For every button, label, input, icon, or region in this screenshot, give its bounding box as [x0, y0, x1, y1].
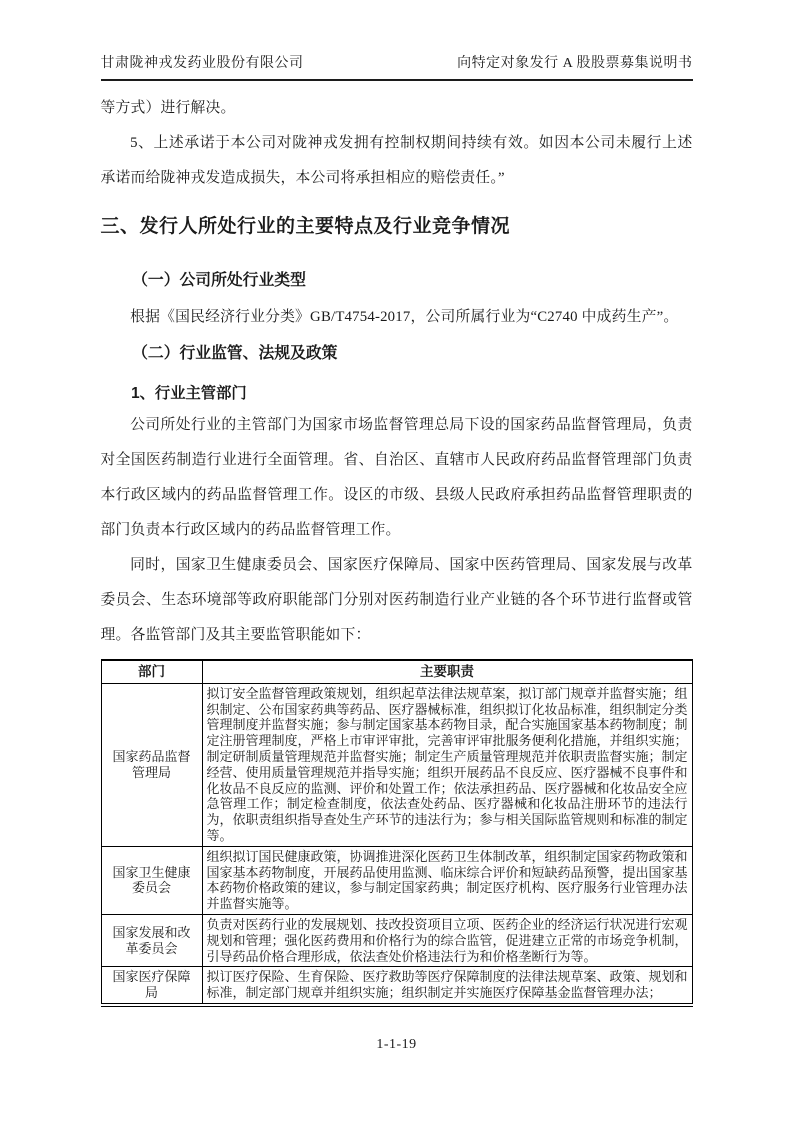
- table-row: [101, 683, 692, 846]
- column-header-duty: 主要职责: [202, 660, 692, 683]
- subsection-heading-regulation: （二）行业监管、法规及政策: [132, 345, 338, 362]
- header-company-name: 甘肃陇神戎发药业股份有限公司: [100, 56, 304, 71]
- duty-cell: 负责对医药行业的发展规划、技改投资项目立项、医药企业的经济运行状况进行宏观规划和管理；强化医药费用和价格行为的综合监管，促进建立正常的市场竞争机制，引导药品价格合理形成，依法查处价格违法行为和价格垄断行为等。: [202, 914, 692, 966]
- column-header-department: 部门: [101, 660, 202, 683]
- table-header-row: [101, 660, 692, 683]
- regulators-table-body: [101, 683, 692, 1005]
- paragraph-industry-classification: 根据《国民经济行业分类》GB/T4754-2017，公司所属行业为“C2740 中成药生产”。: [130, 309, 679, 325]
- department-cell: 国家药品监督管理局: [101, 683, 202, 846]
- duty-cell: 拟订安全监督管理政策规划，组织起草法律法规草案，拟订部门规章并监督实施；组织制定、公布国家药典等药品、医疗器械标准，组织拟订化妆品标准，组织制定分类管理制度并监督实施；参与制定国家基本药物目录，配合实施国家基本药物制度；制定注册管理制度，严格上市审评审批，完善审评审批服务便利化措施，并组织实施；制定研制质量管理规范并监督实施；制定生产质量管理规范并依职责监督实施；制定经营、使用质量管理规范并指导实施；组织开展药品不良反应、医疗器械不良事件和化妆品不良反应的监测、评价和处置工作；依法承担药品、医疗器械和化妆品安全应急管理工作；制定检查制度，依法查处药品、医疗器械和化妆品注册环节的违法行为，依职责组织指导查处生产环节的违法行为；参与相关国际监管规则和标准的制定等。: [202, 683, 692, 846]
- duty-cell: 组织拟订国民健康政策，协调推进深化医药卫生体制改革，组织制定国家药物政策和国家基本药物制度，开展药品使用监测、临床综合评价和短缺药品预警，提出国家基本药物价格政策的建议，参与制定国家药典；制定医疗机构、医疗服务行业管理办法并监督实施等。: [202, 846, 692, 914]
- department-cell: 国家医疗保障局: [101, 967, 202, 1005]
- paragraph-commitment: 5、上述承诺于本公司对陇神戎发拥有控制权期间持续有效。如因本公司未履行上述承诺而给陇神戎发造成损失，本公司将承担相应的赔偿责任。”: [100, 135, 693, 186]
- department-cell: 国家卫生健康委员会: [101, 846, 202, 914]
- subsection-heading-authority: 1、行业主管部门: [131, 385, 247, 402]
- table-row: [101, 914, 692, 966]
- section-heading: 三、发行人所处行业的主要特点及行业竞争情况: [100, 216, 511, 237]
- paragraph-departments: 同时，国家卫生健康委员会、国家医疗保障局、国家中医药管理局、国家发展与改革委员会、生态环境部等政府职能部门分别对医药制造行业产业链的各个环节进行监督或管理。各监管部门及其主要监管职能如下：: [100, 557, 693, 643]
- table-row: [101, 846, 692, 914]
- page-content: [101, 0, 693, 1053]
- page-number: 1-1-19: [376, 1036, 417, 1052]
- paragraph-regulator: 公司所处行业的主管部门为国家市场监督管理总局下设的国家药品监督管理局，负责对全国医药制造行业进行全面管理。省、自治区、直辖市人民政府药品监督管理部门负责本行政区域内的药品监督管理工作。设区的市级、县级人民政府承担药品监督管理职责的部门负责本行政区域内的药品监督管理工作。: [100, 417, 693, 538]
- running-header: [101, 52, 693, 81]
- paragraph-resolve: 等方式）进行解决。: [100, 100, 236, 116]
- subsection-heading-industry-type: （一）公司所处行业类型: [132, 272, 306, 289]
- regulators-table-head: [101, 660, 692, 683]
- department-cell: 国家发展和改革委员会: [101, 914, 202, 966]
- regulators-table: [101, 659, 693, 1007]
- table-row: [101, 967, 692, 1005]
- header-doc-title: 向特定对象发行 A 股股票募集说明书: [457, 56, 693, 71]
- duty-cell: 拟订医疗保险、生育保险、医疗救助等医疗保障制度的法律法规草案、政策、规划和标准，制定部门规章并组织实施；组织制定并实施医疗保障基金监督管理办法；: [202, 967, 692, 1005]
